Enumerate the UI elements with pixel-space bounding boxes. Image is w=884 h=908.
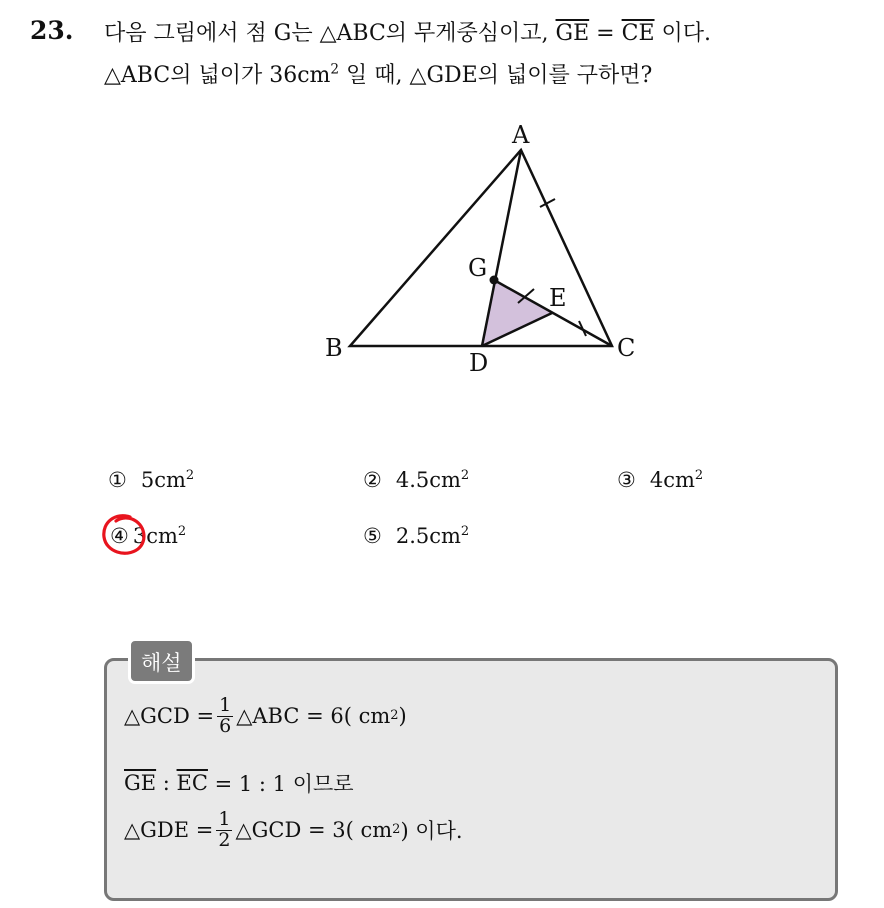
- triangle-figure: [0, 0, 884, 420]
- question-text-2b: 일 때, △GDE의 넓이를 구하면?: [339, 63, 653, 88]
- choice-marker: ①: [108, 468, 127, 492]
- label-b: B: [325, 334, 343, 362]
- sol-text: △GCD = 3( cm: [235, 818, 393, 843]
- choice-value: 2.5cm: [395, 524, 461, 548]
- choice-value: 4.5cm: [395, 468, 461, 492]
- label-e: E: [549, 284, 567, 312]
- colon: :: [156, 771, 177, 795]
- fraction-one-sixth: [217, 696, 233, 737]
- question-text-2a: △ABC의 넓이가 36cm: [104, 63, 331, 88]
- choice-3[interactable]: [617, 468, 703, 492]
- choice-value: 3cm: [132, 524, 178, 548]
- label-c: C: [617, 334, 636, 362]
- choice-marker: ⑤: [363, 524, 382, 548]
- label-a: A: [512, 121, 530, 149]
- denominator: 6: [219, 714, 232, 737]
- question-number: 23.: [30, 16, 74, 45]
- triangle-abc: [350, 150, 612, 346]
- solution-tag: 해설: [128, 638, 195, 684]
- label-g: G: [468, 254, 488, 282]
- segment-ge: $\overline{GE}$: [124, 771, 157, 795]
- sol-text: △GDE =: [124, 818, 214, 843]
- choice-value: 4cm: [649, 468, 695, 492]
- choice-marker: ④: [110, 524, 129, 548]
- point-g-dot: [490, 276, 499, 285]
- solution-line-2: [124, 768, 354, 798]
- choice-sup: 2: [177, 524, 187, 539]
- question-text-1: 다음 그림에서 점 G는 △ABC의 무게중심이고,: [104, 21, 549, 46]
- choice-value: 5cm: [140, 468, 186, 492]
- numerator: 1: [218, 808, 231, 830]
- choice-1[interactable]: [108, 468, 194, 492]
- sol-text: △GCD =: [124, 704, 215, 729]
- sol-text: = 1 : 1 이므로: [207, 772, 354, 796]
- choice-5[interactable]: [363, 524, 469, 548]
- numerator: 1: [219, 694, 232, 716]
- choice-sup: 2: [460, 524, 470, 539]
- choice-marker: ②: [363, 468, 382, 492]
- solution-line-1: △GCD = $\frac{1}{6}$ △ABC = 6( cm 2 ): [124, 694, 407, 737]
- sol-text: ): [398, 704, 407, 729]
- selected-answer-mark: [96, 510, 156, 564]
- fraction-one-half: [216, 810, 232, 851]
- sol-text: ) 이다.: [400, 819, 463, 844]
- segment-ge: $\overline{GE}$: [555, 21, 590, 46]
- solution-line-3: △GDE = $\frac{1}{2}$ △GCD = 3( cm 2 ) 이다.: [124, 808, 463, 851]
- choice-sup: 2: [185, 468, 195, 483]
- choice-marker: ③: [617, 468, 636, 492]
- choice-sup: 2: [460, 468, 470, 483]
- equals-sign: =: [596, 21, 615, 46]
- question-text-1-end: 이다.: [661, 21, 712, 46]
- denominator: 2: [218, 828, 231, 851]
- sol-text: △ABC = 6( cm: [236, 704, 391, 729]
- superscript: 2: [330, 61, 340, 78]
- label-d: D: [469, 349, 489, 377]
- choice-2[interactable]: [363, 468, 469, 492]
- segment-ce: $\overline{CE}$: [621, 21, 655, 46]
- choice-sup: 2: [694, 468, 704, 483]
- segment-ec: $\overline{EC}$: [176, 771, 208, 795]
